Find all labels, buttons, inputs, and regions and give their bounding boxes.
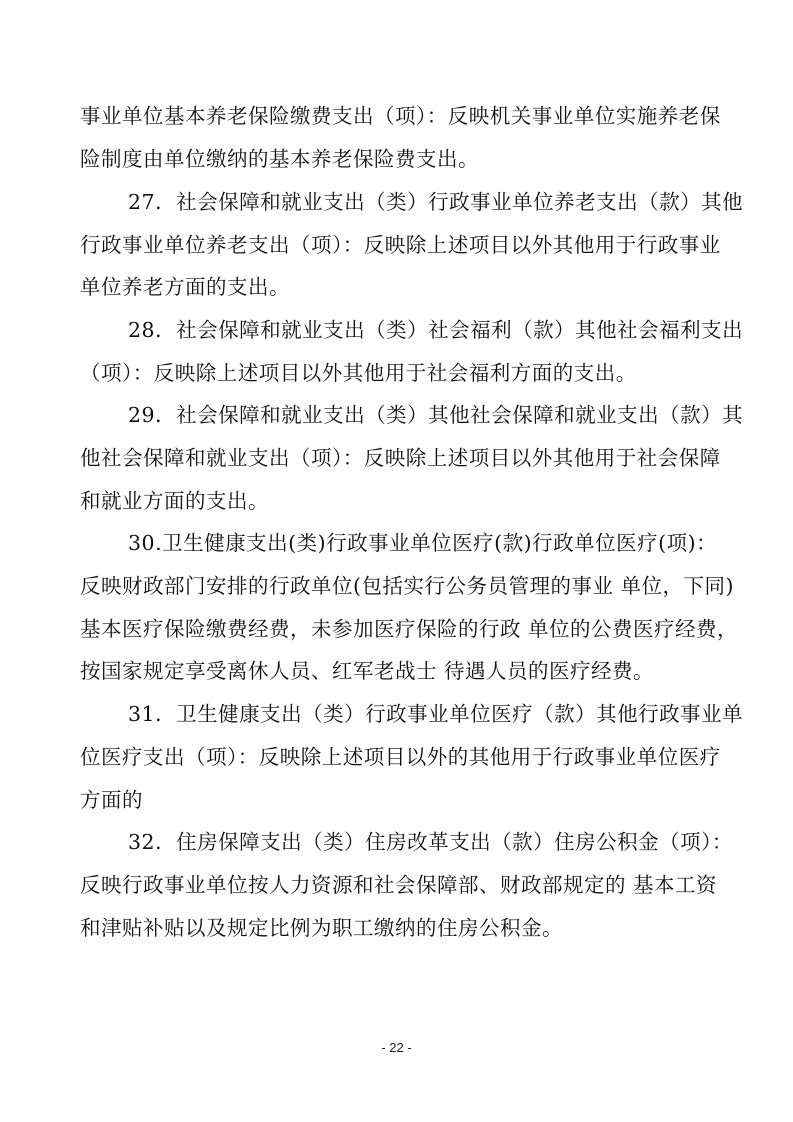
text-line: 事业单位基本养老保险缴费支出（项）：反映机关事业单位实施养老保 (80, 104, 721, 128)
text-line: 和津贴补贴以及规定比例为职工缴纳的住房公积金。 (80, 916, 563, 940)
text-line: 方面的 (80, 788, 143, 812)
text-line: （项）：反映除上述项目以外其他用于社会福利方面的支出。 (80, 361, 637, 385)
paragraph-27-start: 27．社会保障和就业支出（类）行政事业单位养老支出（款）其他 (128, 190, 744, 214)
text-line: 基本医疗保险缴费经费，未参加医疗保险的行政 单位的公费医疗经费， (80, 617, 739, 641)
paragraph-28-start: 28．社会保障和就业支出（类）社会福利（款）其他社会福利支出 (128, 318, 744, 342)
text-line: 按国家规定享受离休人员、红军老战士 待遇人员的医疗经费。 (80, 659, 655, 683)
paragraph-31-start: 31．卫生健康支出（类）行政事业单位医疗（款）其他行政事业单 (128, 702, 744, 726)
text-line: 反映财政部门安排的行政单位(包括实行公务员管理的事业 单位，下同) (80, 574, 735, 598)
text-line: 位医疗支出（项）：反映除上述项目以外的其他用于行政事业单位医疗 (80, 745, 721, 769)
text-line: 反映行政事业单位按人力资源和社会保障部、财政部规定的 基本工资 (80, 873, 718, 897)
paragraph-30-start: 30.卫生健康支出(类)行政事业单位医疗(款)行政单位医疗(项)： (128, 531, 718, 555)
text-line: 险制度由单位缴纳的基本养老保险费支出。 (80, 147, 479, 171)
text-line: 单位养老方面的支出。 (80, 275, 290, 299)
paragraph-29-start: 29．社会保障和就业支出（类）其他社会保障和就业支出（款）其 (128, 403, 744, 427)
paragraph-32-start: 32．住房保障支出（类）住房改革支出（款）住房公积金（项）： (128, 830, 733, 854)
text-line: 行政事业单位养老支出（项）：反映除上述项目以外其他用于行政事业 (80, 233, 721, 257)
text-line: 和就业方面的支出。 (80, 489, 269, 513)
page-number: - 22 - (381, 1040, 412, 1055)
text-line: 他社会保障和就业支出（项）：反映除上述项目以外其他用于社会保障 (80, 446, 721, 470)
